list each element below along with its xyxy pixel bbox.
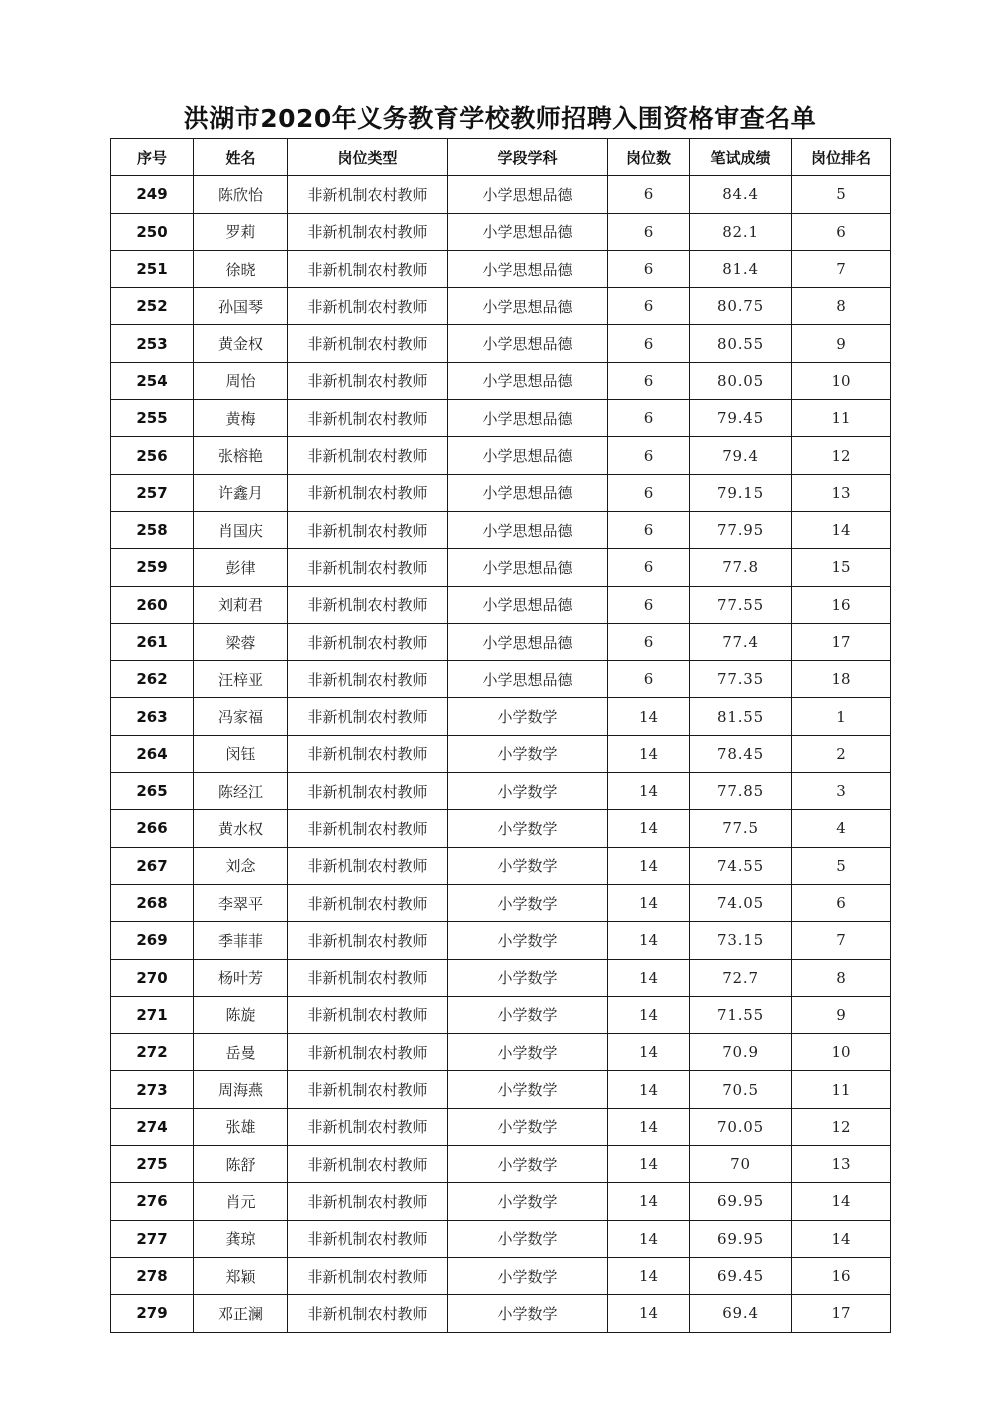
subject-cell: 小学数学 — [448, 847, 608, 884]
subject-cell: 小学数学 — [448, 1146, 608, 1183]
post-rank-cell: 10 — [792, 1034, 891, 1071]
table-row — [111, 810, 891, 847]
written-score-cell: 77.5 — [690, 810, 792, 847]
post-rank-cell: 17 — [792, 1295, 891, 1332]
name-cell: 郑颖 — [194, 1257, 288, 1294]
table-header-row — [111, 139, 891, 176]
name-cell: 周海燕 — [194, 1071, 288, 1108]
seq-cell: 261 — [111, 623, 194, 660]
post-count-cell: 6 — [608, 511, 690, 548]
post-type-cell: 非新机制农村教师 — [288, 362, 448, 399]
name-cell: 许鑫月 — [194, 474, 288, 511]
post-type-cell: 非新机制农村教师 — [288, 623, 448, 660]
post-count-cell: 14 — [608, 1295, 690, 1332]
seq-cell: 268 — [111, 884, 194, 921]
post-type-cell: 非新机制农村教师 — [288, 437, 448, 474]
subject-cell: 小学思想品德 — [448, 549, 608, 586]
seq-cell: 274 — [111, 1108, 194, 1145]
name-cell: 刘莉君 — [194, 586, 288, 623]
table-row — [111, 1257, 891, 1294]
post-count-cell: 14 — [608, 959, 690, 996]
seq-cell: 266 — [111, 810, 194, 847]
post-count-cell: 6 — [608, 288, 690, 325]
post-count-cell: 6 — [608, 586, 690, 623]
post-type-cell: 非新机制农村教师 — [288, 959, 448, 996]
table-row — [111, 661, 891, 698]
subject-cell: 小学数学 — [448, 1257, 608, 1294]
subject-cell: 小学思想品德 — [448, 288, 608, 325]
name-cell: 邓正澜 — [194, 1295, 288, 1332]
name-cell: 梁蓉 — [194, 623, 288, 660]
post-count-cell: 6 — [608, 623, 690, 660]
header-post-type: 岗位类型 — [288, 139, 448, 176]
post-rank-cell: 3 — [792, 773, 891, 810]
header-post-count: 岗位数 — [608, 139, 690, 176]
seq-cell: 249 — [111, 176, 194, 213]
post-type-cell: 非新机制农村教师 — [288, 1220, 448, 1257]
post-count-cell: 6 — [608, 549, 690, 586]
post-rank-cell: 12 — [792, 1108, 891, 1145]
table-row — [111, 250, 891, 287]
post-rank-cell: 16 — [792, 1257, 891, 1294]
table-row — [111, 511, 891, 548]
seq-cell: 254 — [111, 362, 194, 399]
seq-cell: 270 — [111, 959, 194, 996]
post-type-cell: 非新机制农村教师 — [288, 810, 448, 847]
name-cell: 汪梓亚 — [194, 661, 288, 698]
table-row — [111, 735, 891, 772]
written-score-cell: 77.4 — [690, 623, 792, 660]
post-type-cell: 非新机制农村教师 — [288, 511, 448, 548]
seq-cell: 276 — [111, 1183, 194, 1220]
seq-cell: 253 — [111, 325, 194, 362]
name-cell: 陈旋 — [194, 996, 288, 1033]
post-type-cell: 非新机制农村教师 — [288, 1295, 448, 1332]
post-type-cell: 非新机制农村教师 — [288, 1183, 448, 1220]
seq-cell: 255 — [111, 400, 194, 437]
written-score-cell: 74.05 — [690, 884, 792, 921]
post-count-cell: 14 — [608, 1034, 690, 1071]
name-cell: 刘念 — [194, 847, 288, 884]
table-row — [111, 362, 891, 399]
post-rank-cell: 8 — [792, 288, 891, 325]
table-body — [111, 176, 891, 1332]
post-rank-cell: 5 — [792, 176, 891, 213]
subject-cell: 小学思想品德 — [448, 511, 608, 548]
written-score-cell: 81.4 — [690, 250, 792, 287]
written-score-cell: 69.4 — [690, 1295, 792, 1332]
seq-cell: 251 — [111, 250, 194, 287]
subject-cell: 小学数学 — [448, 884, 608, 921]
seq-cell: 272 — [111, 1034, 194, 1071]
post-count-cell: 6 — [608, 437, 690, 474]
post-count-cell: 14 — [608, 1183, 690, 1220]
seq-cell: 275 — [111, 1146, 194, 1183]
table-row — [111, 996, 891, 1033]
table-row — [111, 884, 891, 921]
subject-cell: 小学思想品德 — [448, 661, 608, 698]
subject-cell: 小学思想品德 — [448, 176, 608, 213]
subject-cell: 小学数学 — [448, 1295, 608, 1332]
post-rank-cell: 7 — [792, 922, 891, 959]
table-row — [111, 400, 891, 437]
post-count-cell: 14 — [608, 1071, 690, 1108]
post-type-cell: 非新机制农村教师 — [288, 1108, 448, 1145]
table-row — [111, 623, 891, 660]
written-score-cell: 77.8 — [690, 549, 792, 586]
post-type-cell: 非新机制农村教师 — [288, 698, 448, 735]
written-score-cell: 82.1 — [690, 213, 792, 250]
post-count-cell: 14 — [608, 847, 690, 884]
table-row — [111, 549, 891, 586]
post-rank-cell: 9 — [792, 996, 891, 1033]
seq-cell: 252 — [111, 288, 194, 325]
table-row — [111, 1220, 891, 1257]
written-score-cell: 73.15 — [690, 922, 792, 959]
table-row — [111, 176, 891, 213]
table-row — [111, 922, 891, 959]
seq-cell: 279 — [111, 1295, 194, 1332]
seq-cell: 257 — [111, 474, 194, 511]
subject-cell: 小学数学 — [448, 1183, 608, 1220]
name-cell: 李翠平 — [194, 884, 288, 921]
seq-cell: 260 — [111, 586, 194, 623]
post-type-cell: 非新机制农村教师 — [288, 735, 448, 772]
table-row — [111, 213, 891, 250]
written-score-cell: 80.55 — [690, 325, 792, 362]
name-cell: 彭律 — [194, 549, 288, 586]
subject-cell: 小学数学 — [448, 1071, 608, 1108]
seq-cell: 278 — [111, 1257, 194, 1294]
post-count-cell: 14 — [608, 1220, 690, 1257]
seq-cell: 259 — [111, 549, 194, 586]
subject-cell: 小学思想品德 — [448, 474, 608, 511]
written-score-cell: 71.55 — [690, 996, 792, 1033]
seq-cell: 269 — [111, 922, 194, 959]
post-rank-cell: 14 — [792, 1183, 891, 1220]
subject-cell: 小学数学 — [448, 735, 608, 772]
name-cell: 陈欣怡 — [194, 176, 288, 213]
post-rank-cell: 18 — [792, 661, 891, 698]
post-count-cell: 14 — [608, 1108, 690, 1145]
post-type-cell: 非新机制农村教师 — [288, 922, 448, 959]
seq-cell: 267 — [111, 847, 194, 884]
post-rank-cell: 5 — [792, 847, 891, 884]
name-cell: 冯家福 — [194, 698, 288, 735]
name-cell: 闵钰 — [194, 735, 288, 772]
seq-cell: 273 — [111, 1071, 194, 1108]
name-cell: 季菲菲 — [194, 922, 288, 959]
name-cell: 张榕艳 — [194, 437, 288, 474]
written-score-cell: 69.95 — [690, 1183, 792, 1220]
post-rank-cell: 2 — [792, 735, 891, 772]
header-seq: 序号 — [111, 139, 194, 176]
post-count-cell: 14 — [608, 996, 690, 1033]
table-row — [111, 1146, 891, 1183]
written-score-cell: 70 — [690, 1146, 792, 1183]
post-type-cell: 非新机制农村教师 — [288, 288, 448, 325]
post-rank-cell: 13 — [792, 1146, 891, 1183]
post-count-cell: 14 — [608, 773, 690, 810]
written-score-cell: 79.4 — [690, 437, 792, 474]
written-score-cell: 81.55 — [690, 698, 792, 735]
post-rank-cell: 8 — [792, 959, 891, 996]
subject-cell: 小学思想品德 — [448, 623, 608, 660]
subject-cell: 小学数学 — [448, 773, 608, 810]
written-score-cell: 77.95 — [690, 511, 792, 548]
name-cell: 陈舒 — [194, 1146, 288, 1183]
name-cell: 岳曼 — [194, 1034, 288, 1071]
post-type-cell: 非新机制农村教师 — [288, 661, 448, 698]
post-count-cell: 6 — [608, 176, 690, 213]
table-row — [111, 1034, 891, 1071]
post-rank-cell: 16 — [792, 586, 891, 623]
table-row — [111, 586, 891, 623]
subject-cell: 小学数学 — [448, 922, 608, 959]
name-cell: 陈经江 — [194, 773, 288, 810]
written-score-cell: 77.85 — [690, 773, 792, 810]
post-type-cell: 非新机制农村教师 — [288, 250, 448, 287]
seq-cell: 264 — [111, 735, 194, 772]
written-score-cell: 70.5 — [690, 1071, 792, 1108]
post-rank-cell: 17 — [792, 623, 891, 660]
header-post-rank: 岗位排名 — [792, 139, 891, 176]
written-score-cell: 74.55 — [690, 847, 792, 884]
post-rank-cell: 10 — [792, 362, 891, 399]
post-count-cell: 6 — [608, 325, 690, 362]
written-score-cell: 72.7 — [690, 959, 792, 996]
subject-cell: 小学思想品德 — [448, 213, 608, 250]
post-count-cell: 14 — [608, 922, 690, 959]
table-row — [111, 773, 891, 810]
name-cell: 张雄 — [194, 1108, 288, 1145]
name-cell: 黄梅 — [194, 400, 288, 437]
post-count-cell: 6 — [608, 362, 690, 399]
name-cell: 肖元 — [194, 1183, 288, 1220]
subject-cell: 小学数学 — [448, 810, 608, 847]
name-cell: 周怡 — [194, 362, 288, 399]
table-row — [111, 288, 891, 325]
post-type-cell: 非新机制农村教师 — [288, 1034, 448, 1071]
subject-cell: 小学思想品德 — [448, 586, 608, 623]
written-score-cell: 69.45 — [690, 1257, 792, 1294]
subject-cell: 小学思想品德 — [448, 362, 608, 399]
post-rank-cell: 9 — [792, 325, 891, 362]
post-count-cell: 6 — [608, 474, 690, 511]
name-cell: 肖国庆 — [194, 511, 288, 548]
seq-cell: 277 — [111, 1220, 194, 1257]
candidate-table — [110, 138, 891, 1333]
name-cell: 徐晓 — [194, 250, 288, 287]
subject-cell: 小学数学 — [448, 1220, 608, 1257]
post-rank-cell: 1 — [792, 698, 891, 735]
post-type-cell: 非新机制农村教师 — [288, 773, 448, 810]
post-count-cell: 14 — [608, 1146, 690, 1183]
post-type-cell: 非新机制农村教师 — [288, 400, 448, 437]
name-cell: 龚琼 — [194, 1220, 288, 1257]
post-type-cell: 非新机制农村教师 — [288, 1257, 448, 1294]
header-subject: 学段学科 — [448, 139, 608, 176]
name-cell: 孙国琴 — [194, 288, 288, 325]
post-count-cell: 6 — [608, 250, 690, 287]
written-score-cell: 78.45 — [690, 735, 792, 772]
post-rank-cell: 7 — [792, 250, 891, 287]
post-count-cell: 6 — [608, 661, 690, 698]
post-type-cell: 非新机制农村教师 — [288, 1146, 448, 1183]
post-type-cell: 非新机制农村教师 — [288, 325, 448, 362]
post-count-cell: 14 — [608, 735, 690, 772]
name-cell: 杨叶芳 — [194, 959, 288, 996]
table-row — [111, 1108, 891, 1145]
header-written-score: 笔试成绩 — [690, 139, 792, 176]
post-rank-cell: 14 — [792, 511, 891, 548]
seq-cell: 256 — [111, 437, 194, 474]
name-cell: 罗莉 — [194, 213, 288, 250]
subject-cell: 小学思想品德 — [448, 250, 608, 287]
subject-cell: 小学思想品德 — [448, 325, 608, 362]
post-count-cell: 14 — [608, 810, 690, 847]
post-type-cell: 非新机制农村教师 — [288, 1071, 448, 1108]
post-count-cell: 6 — [608, 400, 690, 437]
subject-cell: 小学数学 — [448, 698, 608, 735]
post-type-cell: 非新机制农村教师 — [288, 176, 448, 213]
written-score-cell: 80.75 — [690, 288, 792, 325]
post-rank-cell: 4 — [792, 810, 891, 847]
post-type-cell: 非新机制农村教师 — [288, 586, 448, 623]
post-rank-cell: 12 — [792, 437, 891, 474]
table-row — [111, 437, 891, 474]
written-score-cell: 69.95 — [690, 1220, 792, 1257]
written-score-cell: 79.45 — [690, 400, 792, 437]
written-score-cell: 77.55 — [690, 586, 792, 623]
post-type-cell: 非新机制农村教师 — [288, 213, 448, 250]
seq-cell: 271 — [111, 996, 194, 1033]
post-type-cell: 非新机制农村教师 — [288, 996, 448, 1033]
seq-cell: 258 — [111, 511, 194, 548]
post-rank-cell: 15 — [792, 549, 891, 586]
post-count-cell: 14 — [608, 884, 690, 921]
post-rank-cell: 14 — [792, 1220, 891, 1257]
name-cell: 黄金权 — [194, 325, 288, 362]
written-score-cell: 77.35 — [690, 661, 792, 698]
seq-cell: 262 — [111, 661, 194, 698]
written-score-cell: 84.4 — [690, 176, 792, 213]
table-row — [111, 1295, 891, 1332]
table-row — [111, 325, 891, 362]
post-rank-cell: 6 — [792, 213, 891, 250]
header-name: 姓名 — [194, 139, 288, 176]
post-rank-cell: 11 — [792, 1071, 891, 1108]
table-row — [111, 698, 891, 735]
post-type-cell: 非新机制农村教师 — [288, 847, 448, 884]
subject-cell: 小学数学 — [448, 1034, 608, 1071]
table-row — [111, 474, 891, 511]
table-row — [111, 959, 891, 996]
table-row — [111, 1071, 891, 1108]
table-row — [111, 1183, 891, 1220]
subject-cell: 小学数学 — [448, 996, 608, 1033]
written-score-cell: 70.9 — [690, 1034, 792, 1071]
seq-cell: 250 — [111, 213, 194, 250]
post-type-cell: 非新机制农村教师 — [288, 549, 448, 586]
subject-cell: 小学思想品德 — [448, 400, 608, 437]
post-type-cell: 非新机制农村教师 — [288, 884, 448, 921]
subject-cell: 小学数学 — [448, 959, 608, 996]
post-count-cell: 14 — [608, 1257, 690, 1294]
subject-cell: 小学数学 — [448, 1108, 608, 1145]
post-rank-cell: 13 — [792, 474, 891, 511]
post-count-cell: 6 — [608, 213, 690, 250]
post-count-cell: 14 — [608, 698, 690, 735]
post-type-cell: 非新机制农村教师 — [288, 474, 448, 511]
post-rank-cell: 6 — [792, 884, 891, 921]
written-score-cell: 70.05 — [690, 1108, 792, 1145]
page-title: 洪湖市2020年义务教育学校教师招聘入围资格审查名单 — [183, 103, 817, 133]
table-row — [111, 847, 891, 884]
subject-cell: 小学思想品德 — [448, 437, 608, 474]
post-rank-cell: 11 — [792, 400, 891, 437]
seq-cell: 263 — [111, 698, 194, 735]
written-score-cell: 79.15 — [690, 474, 792, 511]
seq-cell: 265 — [111, 773, 194, 810]
name-cell: 黄水权 — [194, 810, 288, 847]
written-score-cell: 80.05 — [690, 362, 792, 399]
